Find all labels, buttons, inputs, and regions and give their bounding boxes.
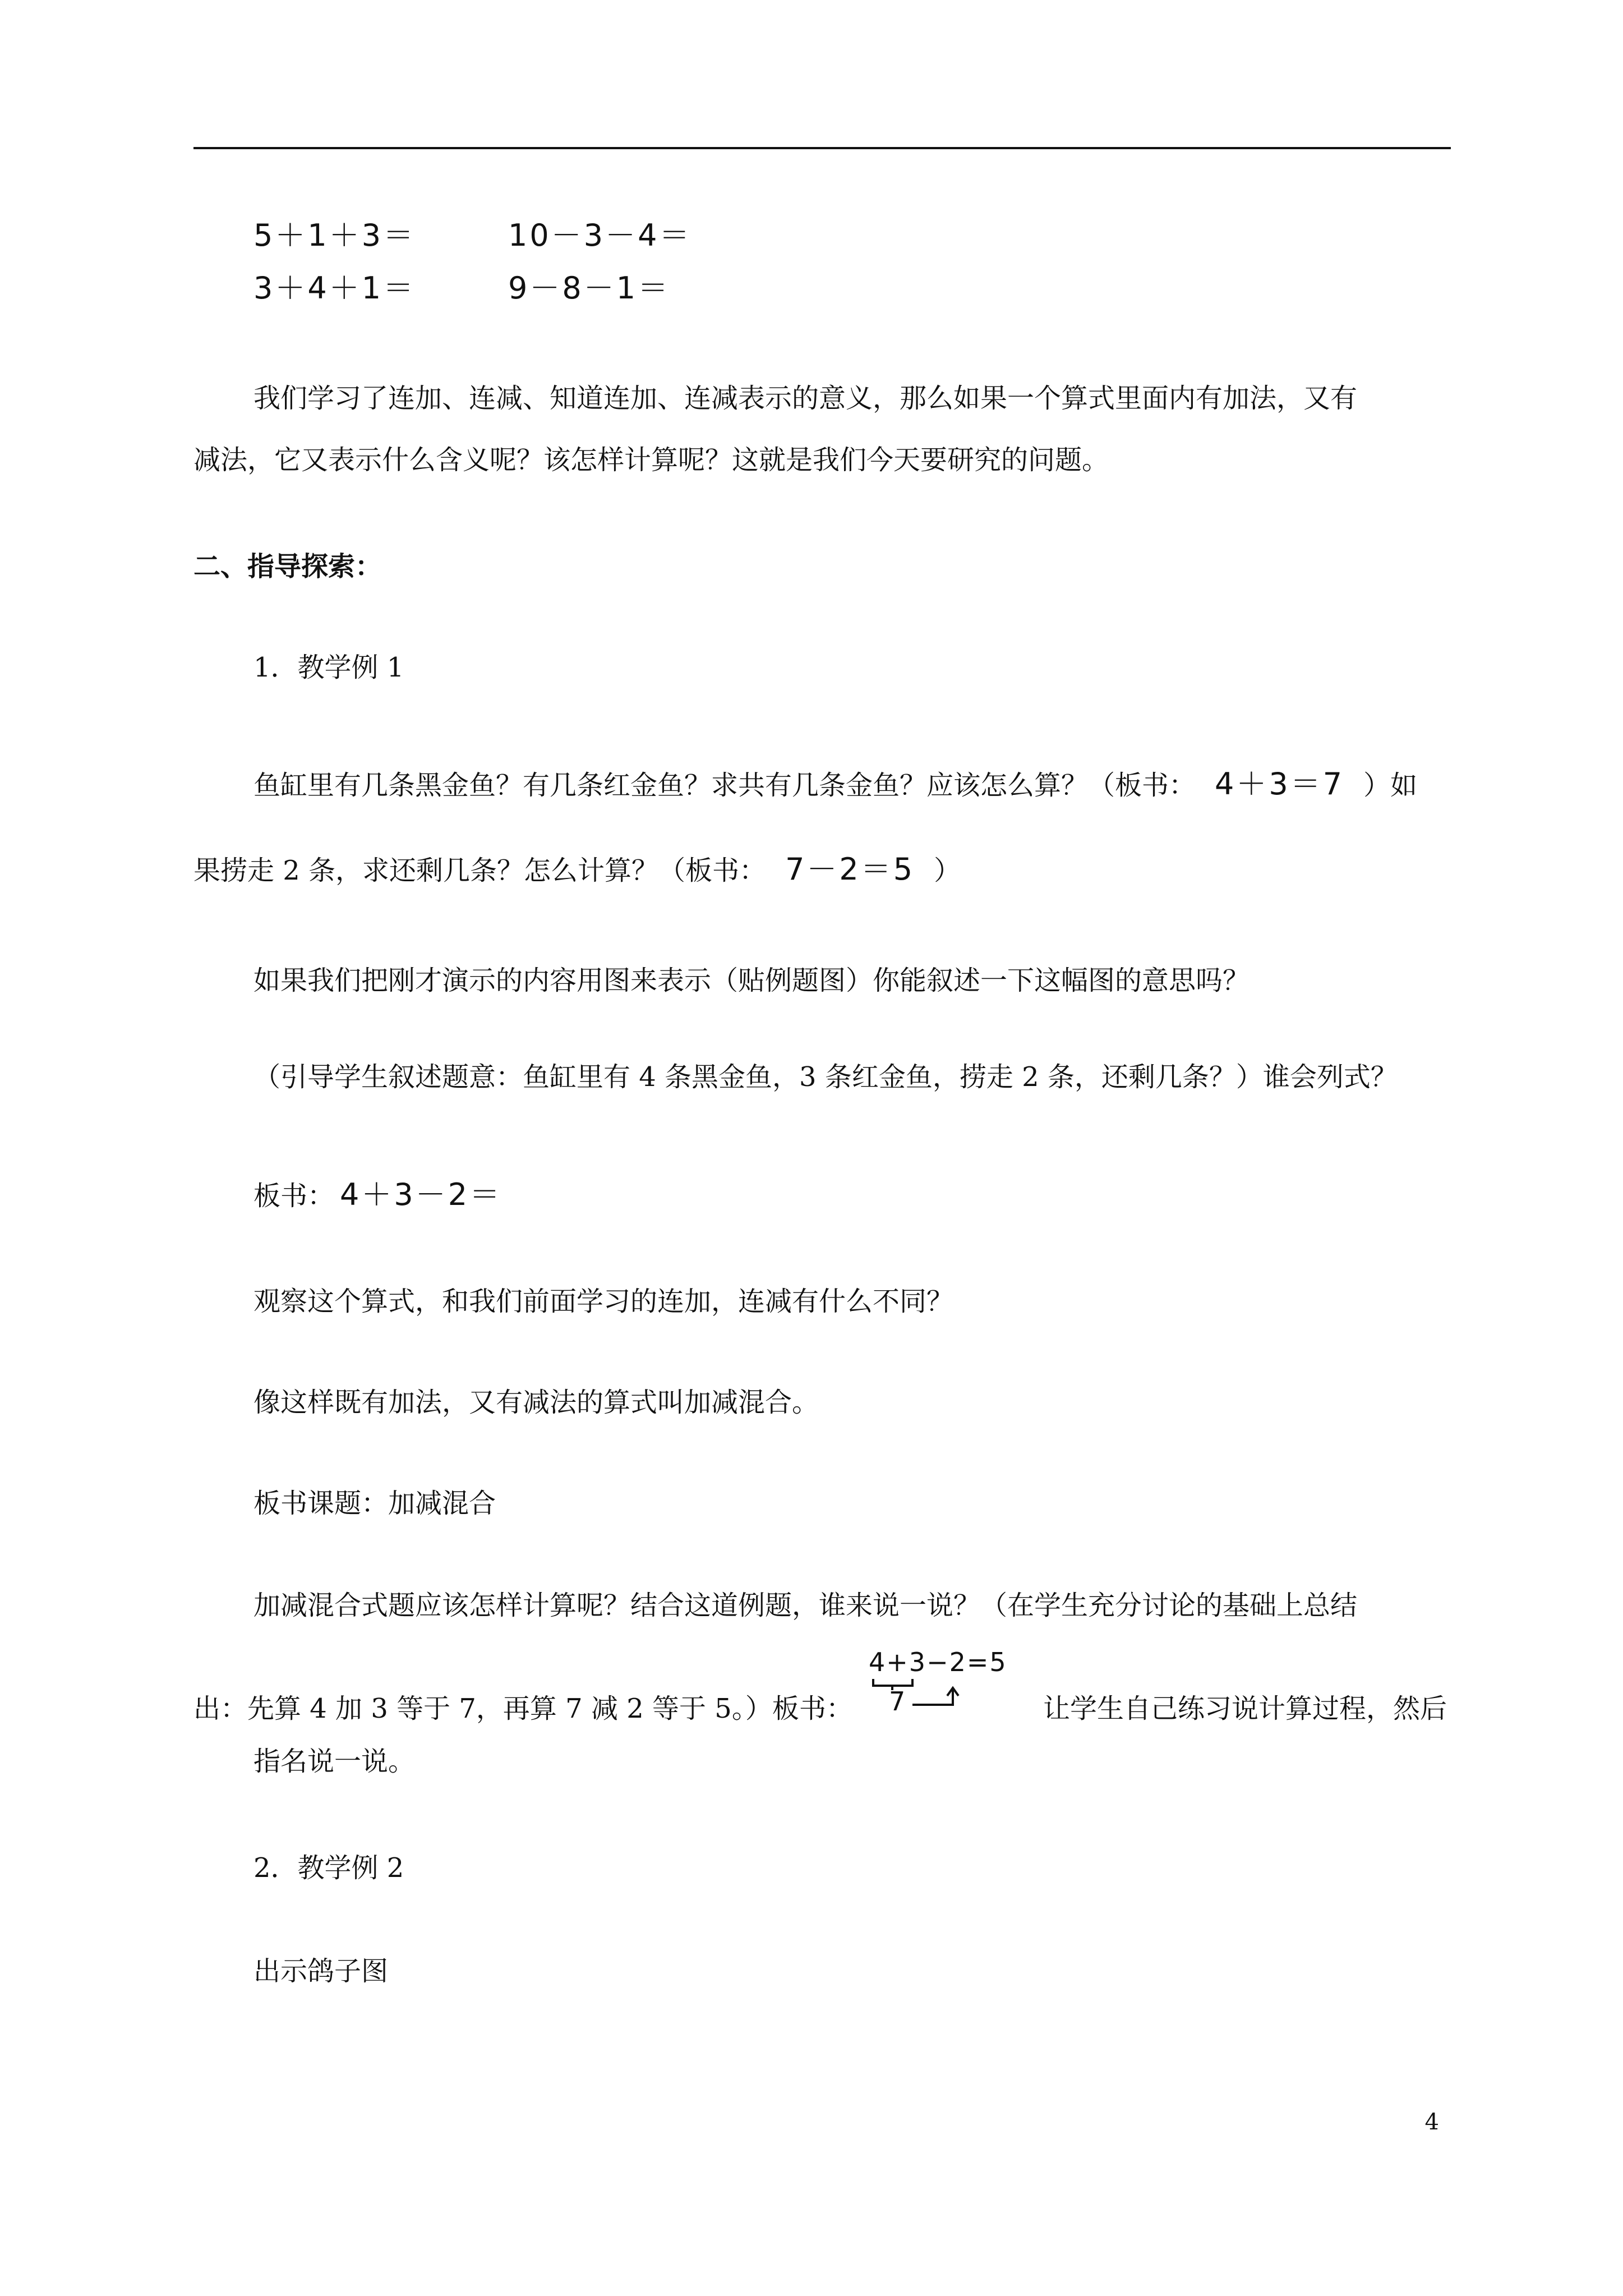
diagram-intermediate-result: 7: [889, 1686, 906, 1717]
example1-paragraph-8: 板书课题：加减混合: [253, 1488, 496, 1519]
example1-paragraph-9-line-1: 加减混合式题应该怎样计算呢？结合这道例题，谁来说一说？（在学生充分讨论的基础上总结: [253, 1590, 1358, 1621]
diagram-expression: 4+3−2=5: [869, 1647, 1007, 1677]
board-label: 板书：: [253, 1180, 335, 1212]
example1-p2-end: ）: [934, 855, 961, 886]
example1-p1-end: ）如: [1363, 770, 1418, 801]
example1-paragraph-7: 像这样既有加法，又有减法的算式叫加减混合。: [253, 1387, 819, 1418]
example1-p2-text: 果捞走 2 条，求还剩几条？怎么计算？（板书：: [193, 855, 767, 886]
example1-paragraph-2: [193, 853, 961, 887]
example1-paragraph-9-line-2a: 出：先算 4 加 3 等于 7，再算 7 减 2 等于 5。）板书：: [193, 1693, 853, 1724]
calculation-process-diagram: [869, 1646, 1007, 1725]
warmup-expression-1: 5＋1＋3＝: [253, 218, 416, 253]
example1-p1-text: 鱼缸里有几条黑金鱼？有几条红金鱼？求共有几条金鱼？应该怎么算？（板书：: [253, 770, 1196, 801]
page-number: 4: [1424, 2109, 1439, 2135]
example1-title: 1．教学例 1: [253, 652, 404, 683]
board-expression-3: 4＋3－2＝: [340, 1177, 502, 1212]
example1-paragraph-9-line-3: 指名说一说。: [253, 1746, 416, 1777]
example1-paragraph-3: 如果我们把刚才演示的内容用图来表示（贴例题图）你能叙述一下这幅图的意思吗？: [253, 965, 1250, 996]
intro-line-2: 减法，它又表示什么含义呢？该怎样计算呢？这就是我们今天要研究的问题。: [193, 444, 1109, 476]
header-rule: [193, 147, 1451, 149]
example1-paragraph-6: 观察这个算式，和我们前面学习的连加，连减有什么不同？: [253, 1286, 954, 1317]
example1-paragraph-1: [253, 767, 1417, 802]
board-expression-2: 7－2＝5: [785, 852, 915, 887]
example1-paragraph-4: （引导学生叙述题意：鱼缸里有 4 条黑金鱼，3 条红金鱼，捞走 2 条，还剩几条？）谁会列式？: [253, 1061, 1398, 1093]
example1-paragraph-9-line-2b: 让学生自己练习说计算过程，然后: [1043, 1693, 1447, 1724]
example2-paragraph-1: 出示鸽子图: [253, 1955, 389, 1987]
intro-line-1: 我们学习了连加、连减、知道连加、连减表示的意义，那么如果一个算式里面内有加法，又有: [253, 383, 1358, 414]
section-heading: 二、指导探索：: [193, 551, 382, 582]
warmup-expression-4: 9－8－1＝: [508, 270, 671, 306]
board-expression-1: 4＋3＝7: [1215, 766, 1345, 802]
warmup-expression-2: 3＋4＋1＝: [253, 270, 416, 306]
warmup-expression-3: 10－3－4＝: [508, 218, 692, 253]
example1-board-line: [253, 1178, 521, 1213]
example2-title: 2．教学例 2: [253, 1852, 404, 1884]
